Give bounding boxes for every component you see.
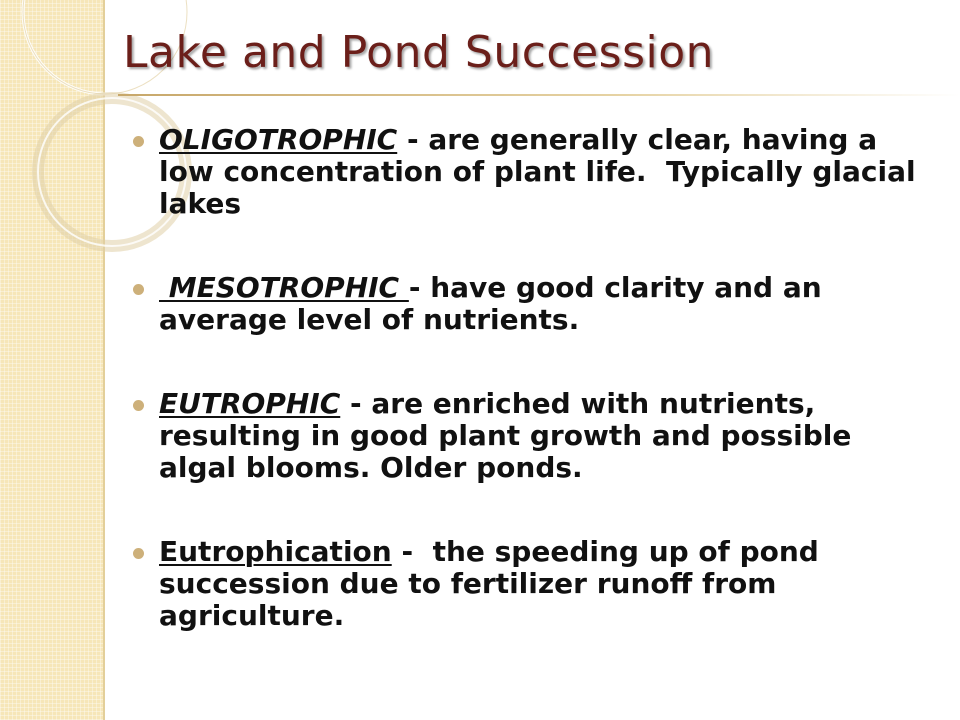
term-mesotrophic: MESOTROPHIC	[159, 271, 409, 304]
bullet-list	[133, 124, 933, 632]
slide-title: Lake and Pond Succession	[123, 27, 715, 78]
bullet-oligotrophic	[133, 124, 933, 220]
desc-eutrophication: - the speeding up of pond succession due to fertilizer runoff from agriculture.	[159, 535, 829, 632]
desc-oligotrophic: - are generally clear, having a low concentration of plant life. Typically glacial lakes	[159, 123, 926, 220]
desc-eutrophic: - are enriched with nutrients, resulting in good plant growth and possible algal blooms. Older ponds.	[159, 387, 862, 484]
bullet-dot-icon	[133, 548, 144, 559]
bullet-mesotrophic	[133, 272, 933, 336]
bullet-dot-icon	[133, 284, 144, 295]
decorative-side-band	[0, 0, 105, 720]
desc-mesotrophic: - have good clarity and an average level of nutrients.	[159, 271, 832, 336]
term-eutrophic: EUTROPHIC	[159, 387, 341, 420]
bullet-dot-icon	[133, 400, 144, 411]
term-oligotrophic: OLIGOTROPHIC	[159, 123, 398, 156]
bullet-dot-icon	[133, 136, 144, 147]
bullet-eutrophic	[133, 388, 933, 484]
term-eutrophication: Eutrophication	[159, 535, 392, 568]
title-underline-rule	[118, 94, 960, 96]
bullet-eutrophication	[133, 536, 933, 632]
